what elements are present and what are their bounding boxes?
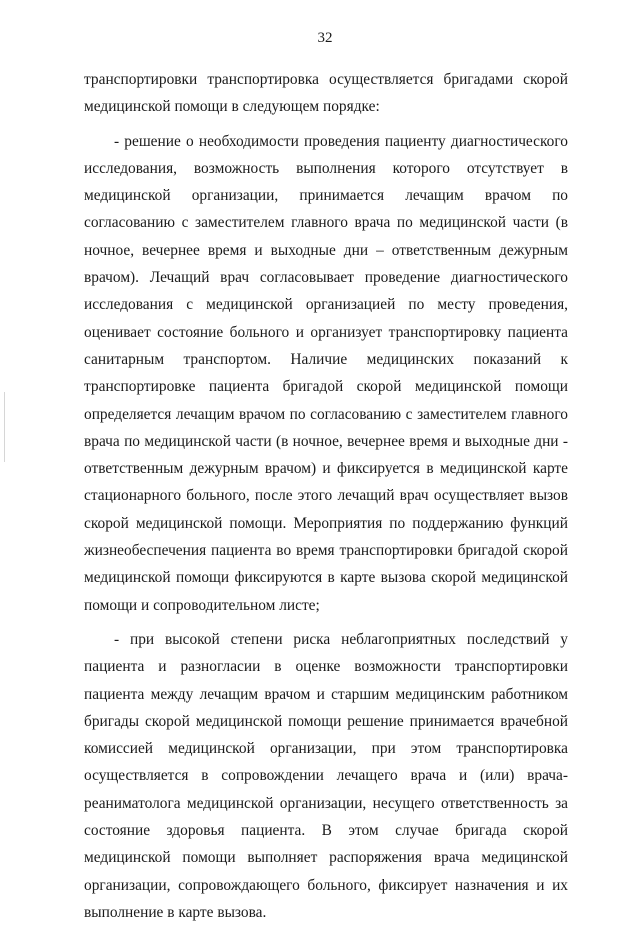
page-number: 32 [317,30,333,46]
body-text [84,66,568,933]
paragraph-diagnostic-decision: - решение о необходимости проведения пациенту диагностического исследования, возможность выполнения которого отсутствует в медицинской организации, принимается лечащим врачом по согласованию с заместителем главного врача по медицинской части (в ночное, вечернее время и выходные дни – ответственным дежурным врачом). Лечащий врач согласовывает проведение диагностического исследования с медицинской организацией по месту проведения, оценивает состояние больного и организует транспортировку пациента санитарным транспортом. Наличие медицинских показаний к транспортировке пациента бригадой скорой медицинской помощи определяется лечащим врачом по согласованию с заместителем главного врача по медицинской части (в ночное, вечернее время и выходные дни - ответственным дежурным врачом) и фиксируется в медицинской карте стационарного больного, после этого лечащий врач осуществляет вызов скорой медицинской помощи. Мероприятия по поддержанию функций жизнеобеспечения пациента во время транспортировки бригадой скорой медицинской помощи фиксируются в карте вызова скорой медицинской помощи и сопроводительном листе; [84,132,568,614]
paragraph-high-risk-case: - при высокой степени риска неблагоприятных последствий у пациента и разногласии в оценке возможности транспортировки пациента между лечащим врачом и старшим медицинским работником бригады скорой медицинской помощи решение принимается врачебной комиссией медицинской организации, при этом транспортировка осуществляется в сопровождении лечащего врача и (или) врача-реаниматолога медицинской организации, несущего ответственность за состояние здоровья пациента. В этом случае бригада скорой медицинской помощи выполняет распоряжения врача медицинской организации, сопровождающего больного, фиксирует назначения и их выполнение в карте вызова. [84,630,568,921]
scan-edge-mark [4,392,5,462]
paragraph-intro: транспортировки транспортировка осуществляется бригадами скорой медицинской помощи в следующем порядке: [84,71,568,116]
